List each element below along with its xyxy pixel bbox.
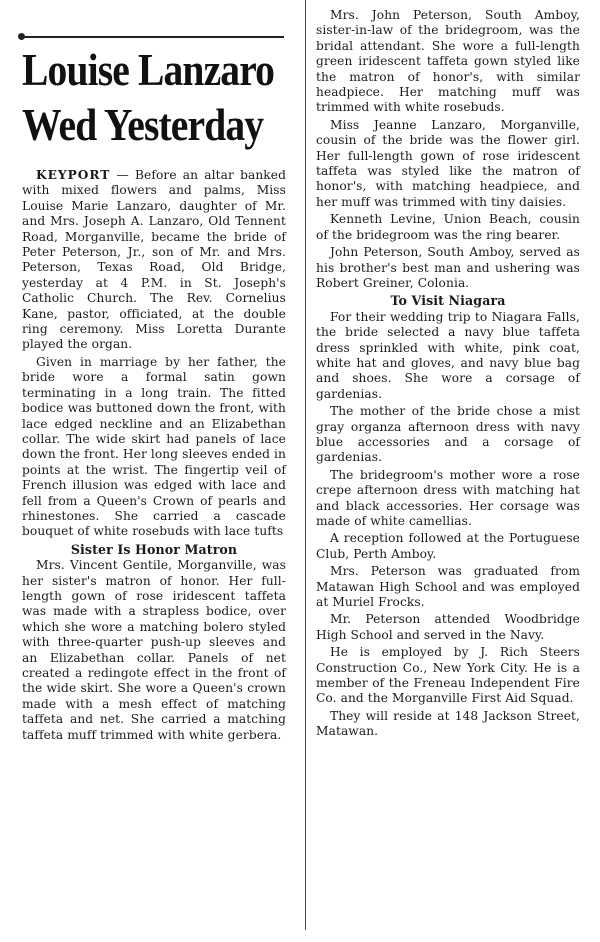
- article-column-2: [316, 8, 580, 742]
- paragraph-gown: Given in marriage by her father, the bride wore a formal satin gown terminating in a long train. The fitted bodice was buttoned down the front, with lace edged neckline and an Elizabethan collar. The wide skirt had panels of lace down the front. Her long sleeves ended in points at the wrist. The fingertip veil of French illusion was edged with lace and fell from a Queen's Crown of pearls and rhinestones. She carried a cascade bouquet of white rosebuds with lace tufts: [22, 354, 287, 539]
- subhead-honor-matron: Sister Is Honor Matron: [70, 541, 238, 557]
- subhead-niagara: To Visit Niagara: [390, 293, 506, 309]
- lead-text: — Before an altar banked with mixed flowers and palms, Miss Louise Marie Lanzaro, daughter of Mr. and Mrs. Joseph A. Lanzaro, Old Tennent Road, Morganville, became the bride of Peter Peterson, Jr., son of Mr. and Mrs. Peterson, Texas Road, Old Bridge, yesterday at 4 P.M. in St. Joseph's Catholic Church. The Rev. Cornelius Kane, pastor, officiated, at the double ring ceremony. Miss Loretta Durante played the organ.: [22, 168, 286, 352]
- paragraph-wedding-trip: For their wedding trip to Niagara Falls, the bride selected a navy blue taffeta dress sprinkled with white, pink coat, white hat and gloves, and navy blue bag and shoes. She wore a corsage of gardenias.: [316, 309, 580, 401]
- paragraph-groom-education: Mr. Peterson attended Woodbridge High School and served in the Navy.: [316, 612, 580, 642]
- article-column-1: [22, 168, 286, 745]
- paragraph-bride-mother: The mother of the bride chose a mist gray organza afternoon dress with navy blue accessories and a corsage of gardenias.: [316, 404, 580, 465]
- paragraph-lead: [22, 168, 286, 353]
- paragraph-residence: They will reside at 148 Jackson Street, Matawan.: [316, 708, 580, 739]
- paragraph-best-man: John Peterson, South Amboy, served as his brother's best man and ushering was Robert Greiner, Colonia.: [316, 245, 580, 290]
- headline-line-1: Louise Lanzaro: [22, 44, 275, 95]
- dateline: KEYPORT: [36, 168, 111, 182]
- paragraph-groom-mother: The bridegroom's mother wore a rose crepe afternoon dress with matching hat and black accessories. Her corsage was made of white camellias.: [316, 467, 580, 528]
- headline: [22, 42, 289, 152]
- column-divider: [305, 0, 306, 930]
- headline-rule: [22, 36, 284, 38]
- paragraph-reception: A reception followed at the Portuguese Club, Perth Amboy.: [316, 531, 580, 561]
- paragraph-groom-employment: He is employed by J. Rich Steers Construction Co., New York City. He is a member of the Freneau Independent Fire Co. and the Morganville First Aid Squad.: [316, 645, 580, 706]
- paragraph-flower-girl: Miss Jeanne Lanzaro, Morganville, cousin of the bride was the flower girl. Her full-length gown of rose iridescent taffeta was styled like the matron of honor's, with matching headpiece, and her muff was trimmed with tiny daisies.: [316, 117, 580, 209]
- paragraph-bride-education: Mrs. Peterson was graduated from Matawan High School and was employed at Muriel Frocks.: [316, 564, 580, 610]
- paragraph-bridal-attendant: Mrs. John Peterson, South Amboy, sister-in-law of the bridegroom, was the bridal attendant. She wore a full-length green iridescent taffeta gown styled like the matron of honor's, with similar headpiece. Her matching muff was trimmed with white rosebuds.: [316, 8, 580, 115]
- paragraph-matron: Mrs. Vincent Gentile, Morganville, was her sister's matron of honor. Her full-length gown of rose iridescent taffeta was made with a strapless bodice, over which she wore a matching bolero styled with three-quarter push-up sleeves and an Elizabethan collar. Panels of net created a redingote effect in the front of the wide skirt. She wore a Queen's crown made with a mesh effect of matching taffeta and net. She carried a matching taffeta muff trimmed with white gerbera.: [22, 558, 286, 742]
- headline-line-2: Wed Yesterday: [22, 99, 264, 150]
- paragraph-ring-bearer: Kenneth Levine, Union Beach, cousin of the bridegroom was the ring bearer.: [316, 212, 580, 242]
